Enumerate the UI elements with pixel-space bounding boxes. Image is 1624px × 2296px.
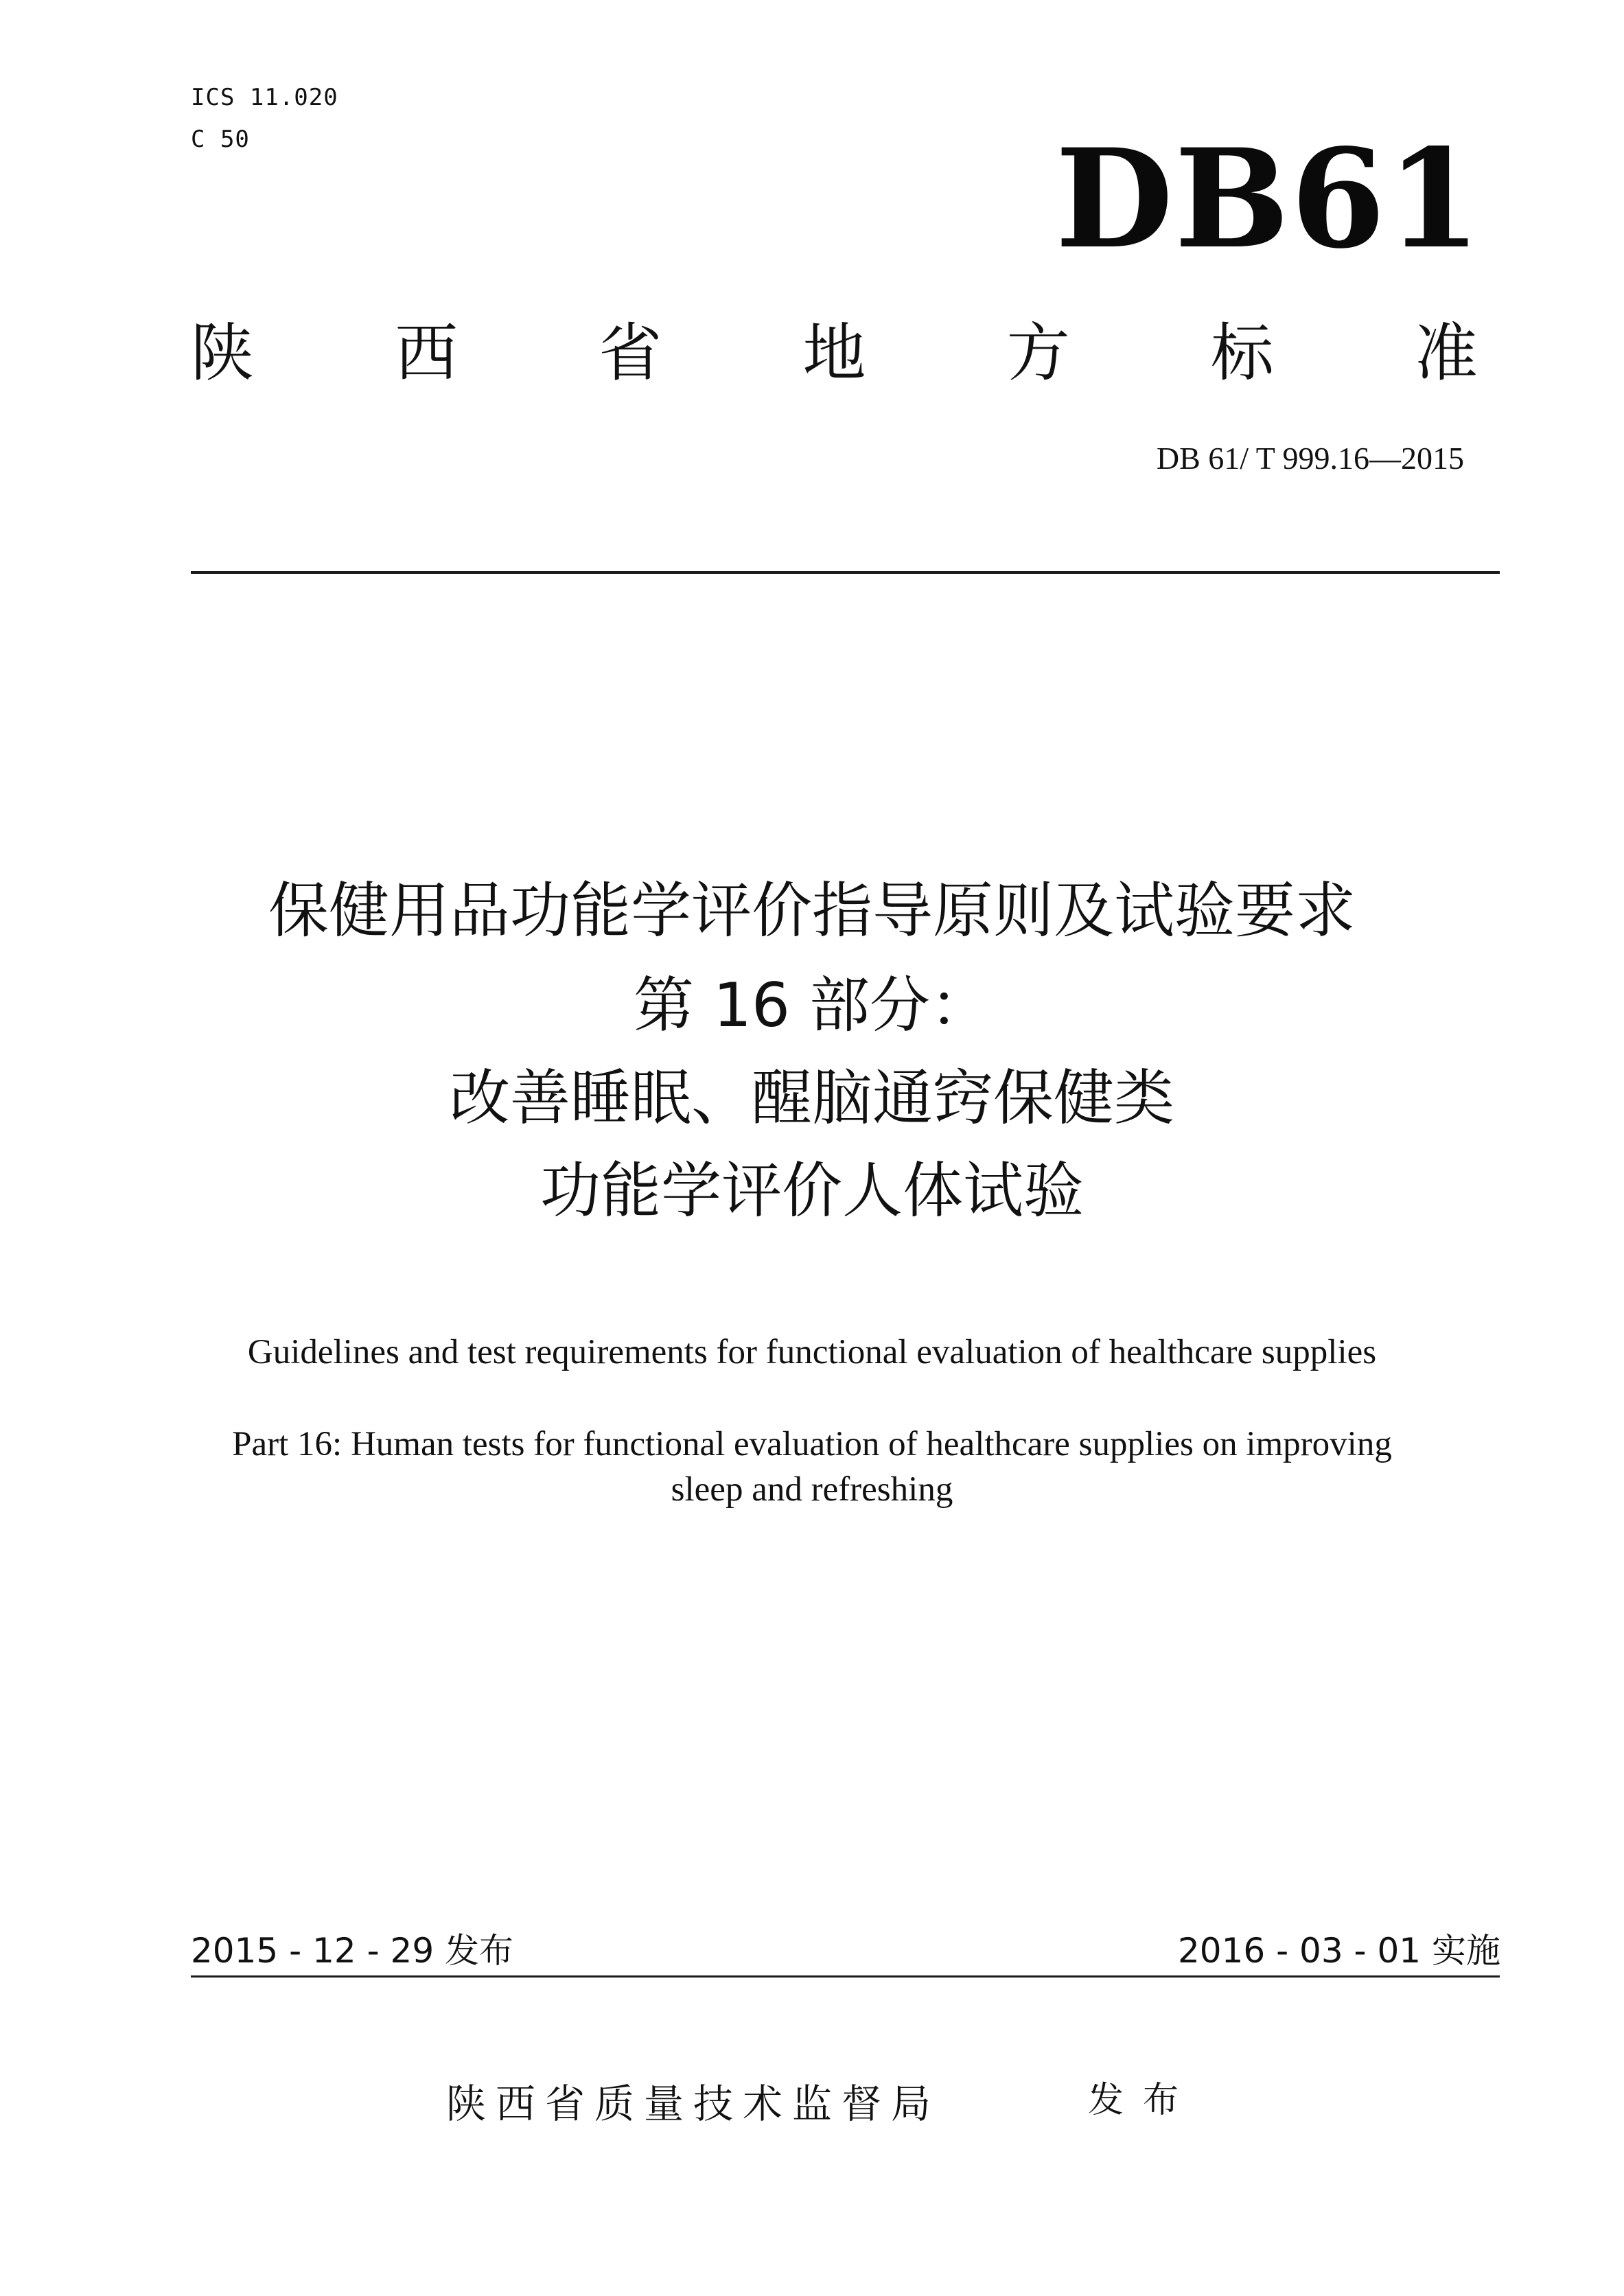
standard-type-char: 标 bbox=[1210, 316, 1274, 390]
chinese-title-line-3: 改善睡眠、醒脑通窍保健类 bbox=[449, 1063, 1174, 1133]
ics-code: ICS 11.020 bbox=[191, 84, 338, 111]
standard-type-char: 省 bbox=[599, 316, 662, 390]
implementation-date: 2016 - 03 - 01 实施 bbox=[1177, 1931, 1500, 1971]
db61-logo: DB61 bbox=[1055, 119, 1483, 279]
standard-type-char: 陕 bbox=[191, 316, 255, 390]
chinese-title-line-1: 保健用品功能学评价指导原则及试验要求 bbox=[268, 875, 1356, 946]
english-title-line-2: Part 16: Human tests for functional evaluation of healthcare supplies on improving bbox=[232, 1425, 1392, 1463]
bottom-divider bbox=[191, 1975, 1500, 1978]
standard-type-char: 西 bbox=[395, 316, 459, 390]
top-divider bbox=[191, 571, 1500, 574]
english-title-line-3: sleep and refreshing bbox=[671, 1470, 953, 1509]
standard-number: DB 61/ T 999.16—2015 bbox=[1156, 441, 1464, 476]
chinese-title-line-2: 第 16 部分： bbox=[634, 970, 990, 1041]
standard-type-heading bbox=[191, 316, 1478, 391]
ccs-code: C 50 bbox=[191, 126, 250, 153]
standard-type-char: 方 bbox=[1006, 316, 1070, 390]
publish-date: 2015 - 12 - 29 发布 bbox=[191, 1931, 514, 1971]
issue-label: 发布 bbox=[1088, 2080, 1198, 2121]
standard-type-char: 准 bbox=[1414, 316, 1478, 390]
english-title-line-1: Guidelines and test requirements for functional evaluation of healthcare supplies bbox=[247, 1333, 1377, 1371]
issuing-authority: 陕西省质量技术监督局 bbox=[446, 2080, 941, 2127]
chinese-title-line-4: 功能学评价人体试验 bbox=[540, 1155, 1084, 1226]
standard-type-char: 地 bbox=[802, 316, 866, 390]
